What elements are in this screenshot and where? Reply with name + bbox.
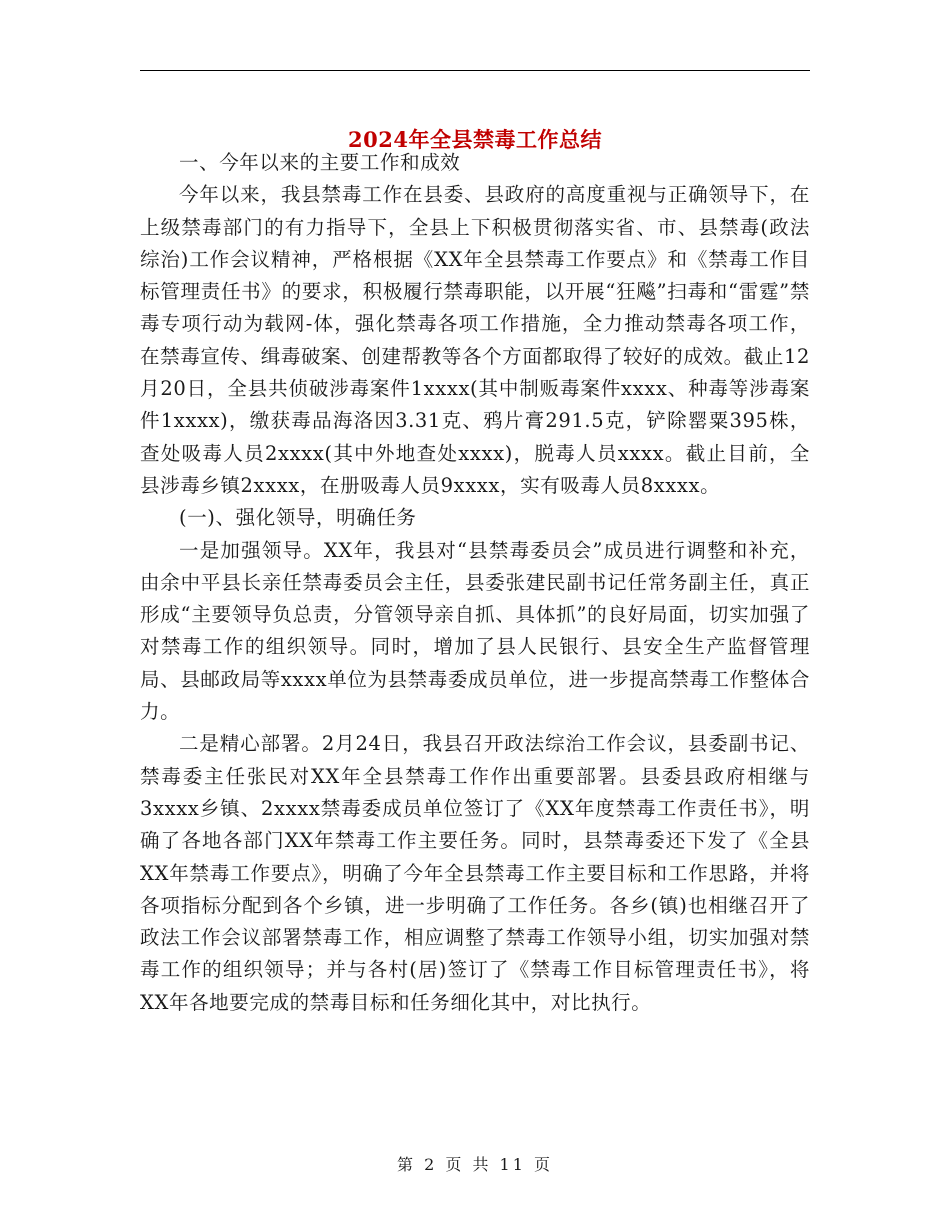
document-title: 2024年全县禁毒工作总结 [348, 127, 602, 153]
body-paragraph: 一是加强领导。XX年，我县对“县禁毒委员会”成员进行调整和补充，由余中平县长亲任禁毒委员会主任，县委张建民副书记任常务副主任，真正形成“主要领导负总责，分管领导亲自抓、具体抓”的良好局面，切实加强了对禁毒工作的组织领导。同时，增加了县人民银行、县安全生产监督管理局、县邮政局等xxxx单位为县禁毒委成员单位，进一步提高禁毒工作整体合力。 [140, 538, 810, 724]
header-rule [140, 70, 810, 71]
document-body [140, 147, 810, 1019]
body-paragraph: 今年以来，我县禁毒工作在县委、县政府的高度重视与正确领导下，在上级禁毒部门的有力指导下，全县上下积极贯彻落实省、市、县禁毒(政法综治)工作会议精神，严格根据《XX年全县禁毒工作要点》和《禁毒工作目标管理责任书》的要求，积极履行禁毒职能，以开展“狂飚”扫毒和“雷霆”禁毒专项行动为载网-体，强化禁毒各项工作措施，全力推动禁毒各项工作，在禁毒宣传、缉毒破案、创建帮教等各个方面都取得了较好的成效。截止12月20日，全县共侦破涉毒案件1xxxx(其中制贩毒案件xxxx、种毒等涉毒案件1xxxx)，缴获毒品海洛因3.31克、鸦片膏291.5克，铲除罂粟395株，查处吸毒人员2xxxx(其中外地查处xxxx)，脱毒人员xxxx。截止目前，全县涉毒乡镇2xxxx，在册吸毒人员9xxxx，实有吸毒人员8xxxx。 [140, 183, 810, 497]
body-paragraph: 二是精心部署。2月24日，我县召开政法综治工作会议，县委副书记、禁毒委主任张民对XX年全县禁毒工作作出重要部署。县委县政府相继与3xxxx乡镇、2xxxx禁毒委成员单位签订了《XX年度禁毒工作责任书》，明确了各地各部门XX年禁毒工作主要任务。同时，县禁毒委还下发了《全县XX年禁毒工作要点》，明确了今年全县禁毒工作主要目标和工作思路，并将各项指标分配到各个乡镇，进一步明确了工作任务。各乡(镇)也相继召开了政法工作会议部署禁毒工作，相应调整了禁毒工作领导小组，切实加强对禁毒工作的组织领导；并与各村(居)签订了《禁毒工作目标管理责任书》，将XX年各地要完成的禁毒目标和任务细化其中，对比执行。 [140, 732, 810, 1014]
subsection-heading: (一)、强化领导，明确任务 [179, 506, 417, 530]
section-heading: 一、今年以来的主要工作和成效 [179, 151, 461, 174]
page-number: 第 2 页 共 11 页 [397, 1155, 553, 1174]
